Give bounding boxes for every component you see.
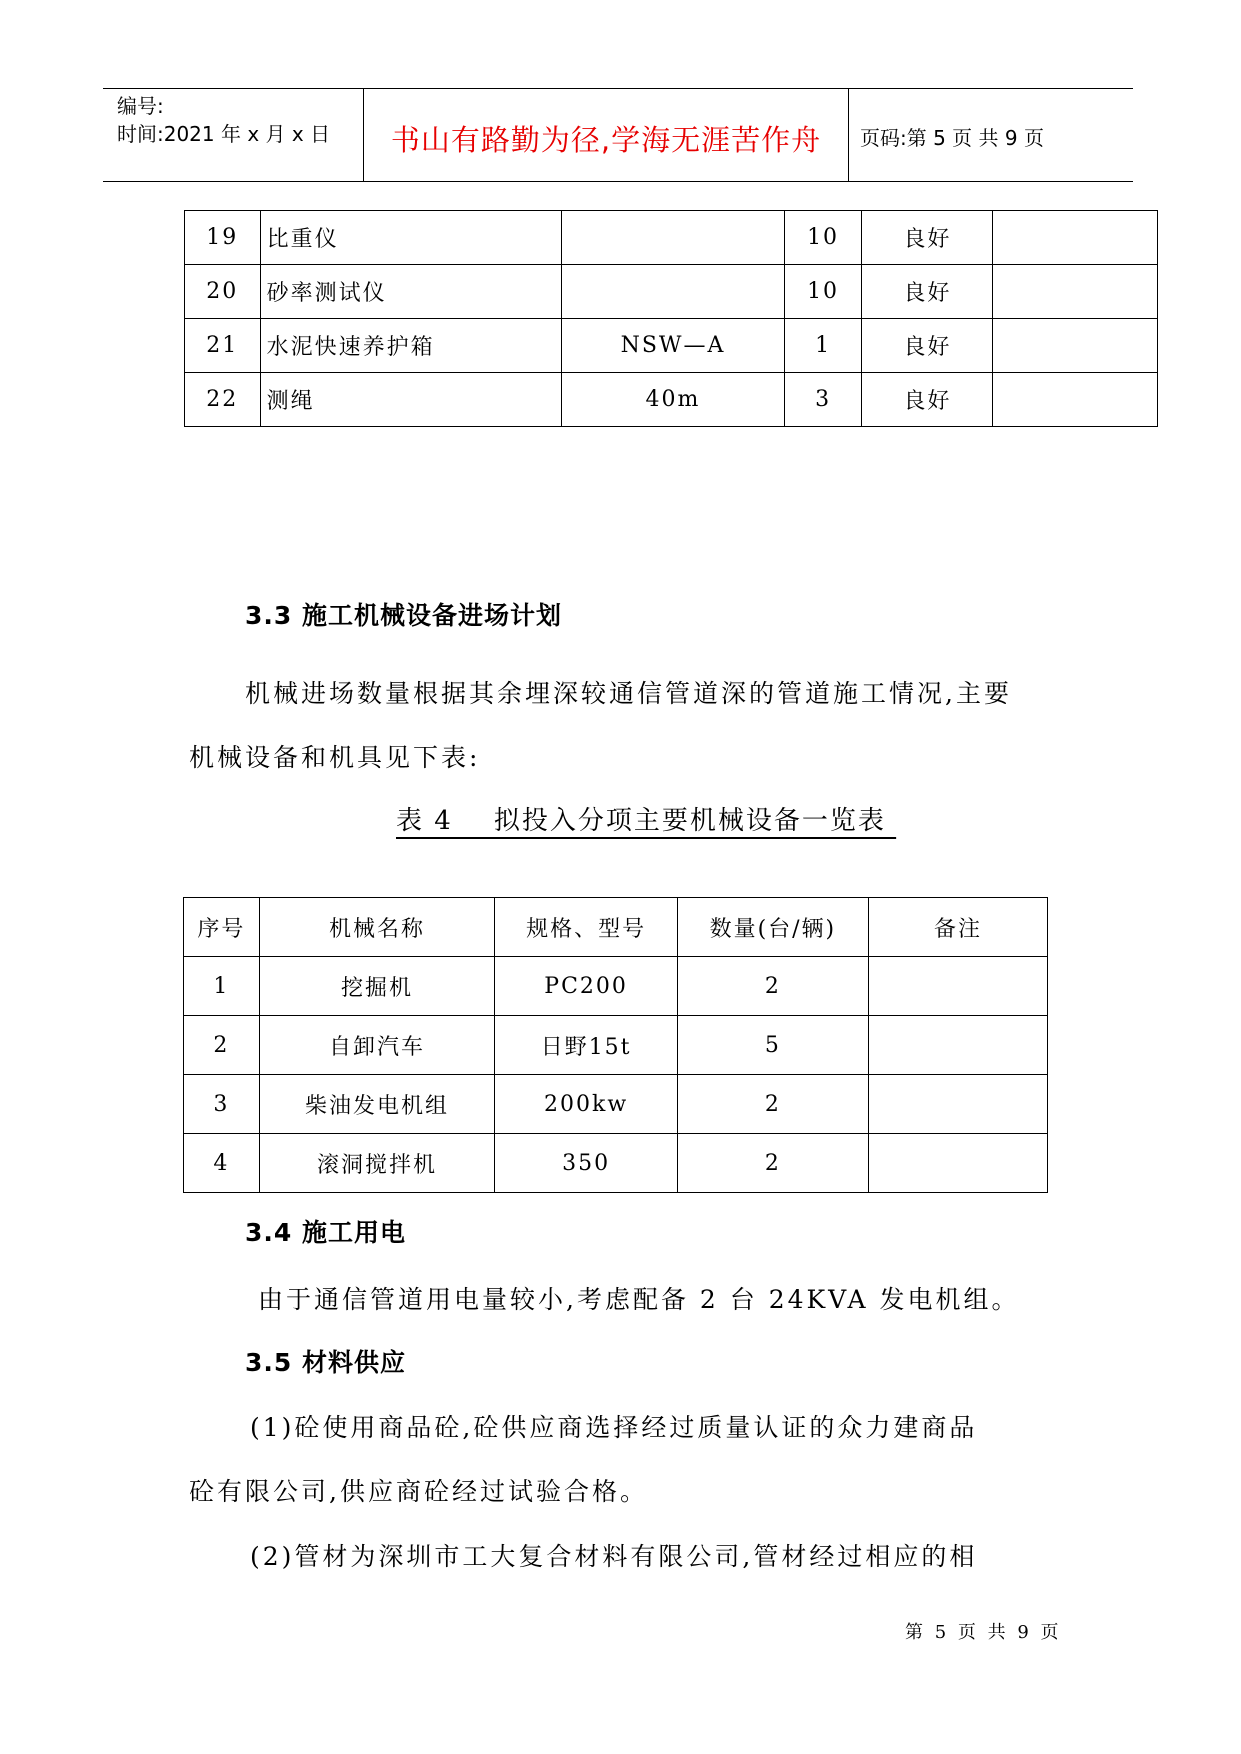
paragraph-line: 机械进场数量根据其余埋深较通信管道深的管道施工情况,主要 [245,679,1012,708]
paragraph-line: 机械设备和机具见下表: [189,743,481,772]
table-cell: 2 [677,1134,868,1193]
table-row [185,265,1158,319]
table-cell: 1 [784,319,862,373]
header-meta [117,92,330,148]
table-cell: 2 [184,1016,260,1075]
paragraph-line: 由于通信管道用电量较小,考虑配备 2 台 24KVA 发电机组。 [258,1285,1020,1314]
table-cell: 1 [184,957,260,1016]
table-cell: NSW—A [562,319,785,373]
column-header: 备注 [868,898,1047,957]
table-cell: 良好 [862,319,993,373]
table-cell: 4 [184,1134,260,1193]
table-cell: 砂率测试仪 [260,265,562,319]
table-cell [868,1075,1047,1134]
table-cell: 350 [495,1134,677,1193]
table-cell: 滚洞搅拌机 [259,1134,495,1193]
table-cell [993,265,1158,319]
table-cell: 19 [185,211,261,265]
header-date-label: 时间:2021 年 x 月 x 日 [117,122,331,146]
header-divider-left [363,88,364,182]
table-cell: 22 [185,373,261,427]
page-footer: 第 5 页 共 9 页 [905,1622,1062,1643]
table-cell: 10 [784,265,862,319]
section-heading-3-4: 3.4 施工用电 [245,1218,406,1247]
table-cell: 2 [677,957,868,1016]
table-cell [868,957,1047,1016]
column-header: 数量(台/辆) [677,898,868,957]
paragraph-line: (1)砼使用商品砼,砼供应商选择经过质量认证的众力建商品 [250,1413,978,1442]
table-cell [562,265,785,319]
header-page-label: 页码:第 5 页 共 9 页 [860,126,1044,150]
table-row [185,211,1158,265]
table-cell: 良好 [862,265,993,319]
column-header: 规格、型号 [495,898,677,957]
header-motto: 书山有路勤为径,学海无涯苦作舟 [390,123,822,157]
table-cell: 3 [784,373,862,427]
table-row [184,1075,1048,1134]
table-cell: 水泥快速养护箱 [260,319,562,373]
header-number-label: 编号: [117,94,164,118]
table-cell: 柴油发电机组 [259,1075,495,1134]
machinery-table [183,897,1048,1193]
section-heading-3-5: 3.5 材料供应 [245,1348,406,1377]
table-cell: 5 [677,1016,868,1075]
header-divider-right [848,88,849,182]
table-cell: 40m [562,373,785,427]
table-cell [993,373,1158,427]
table-cell: PC200 [495,957,677,1016]
table-cell [868,1016,1047,1075]
table-caption: 表 4 拟投入分项主要机械设备一览表 [396,806,897,836]
paragraph-line: 砼有限公司,供应商砼经过试验合格。 [189,1477,648,1506]
header-top-rule [103,88,1133,89]
table-cell: 日野15t [495,1016,677,1075]
table-cell [868,1134,1047,1193]
table-header-row [184,898,1048,957]
table-cell: 测绳 [260,373,562,427]
table-cell: 比重仪 [260,211,562,265]
page-header [103,88,1133,182]
table-cell: 自卸汽车 [259,1016,495,1075]
table-cell: 200kw [495,1075,677,1134]
table-cell: 20 [185,265,261,319]
table-cell [562,211,785,265]
column-header: 序号 [184,898,260,957]
header-bottom-rule [103,181,1133,182]
section-heading-3-3: 3.3 施工机械设备进场计划 [245,601,562,630]
column-header: 机械名称 [259,898,495,957]
table-cell: 21 [185,319,261,373]
table-row [184,1134,1048,1193]
table-cell [993,319,1158,373]
equipment-table-continued [184,210,1158,427]
paragraph-line: (2)管材为深圳市工大复合材料有限公司,管材经过相应的相 [250,1542,978,1571]
table-cell: 良好 [862,373,993,427]
table-row [185,319,1158,373]
table-cell: 2 [677,1075,868,1134]
table-row [184,1016,1048,1075]
table-cell [993,211,1158,265]
table-row [185,373,1158,427]
table-row [184,957,1048,1016]
table-cell: 挖掘机 [259,957,495,1016]
table-cell: 10 [784,211,862,265]
table-cell: 良好 [862,211,993,265]
table-cell: 3 [184,1075,260,1134]
